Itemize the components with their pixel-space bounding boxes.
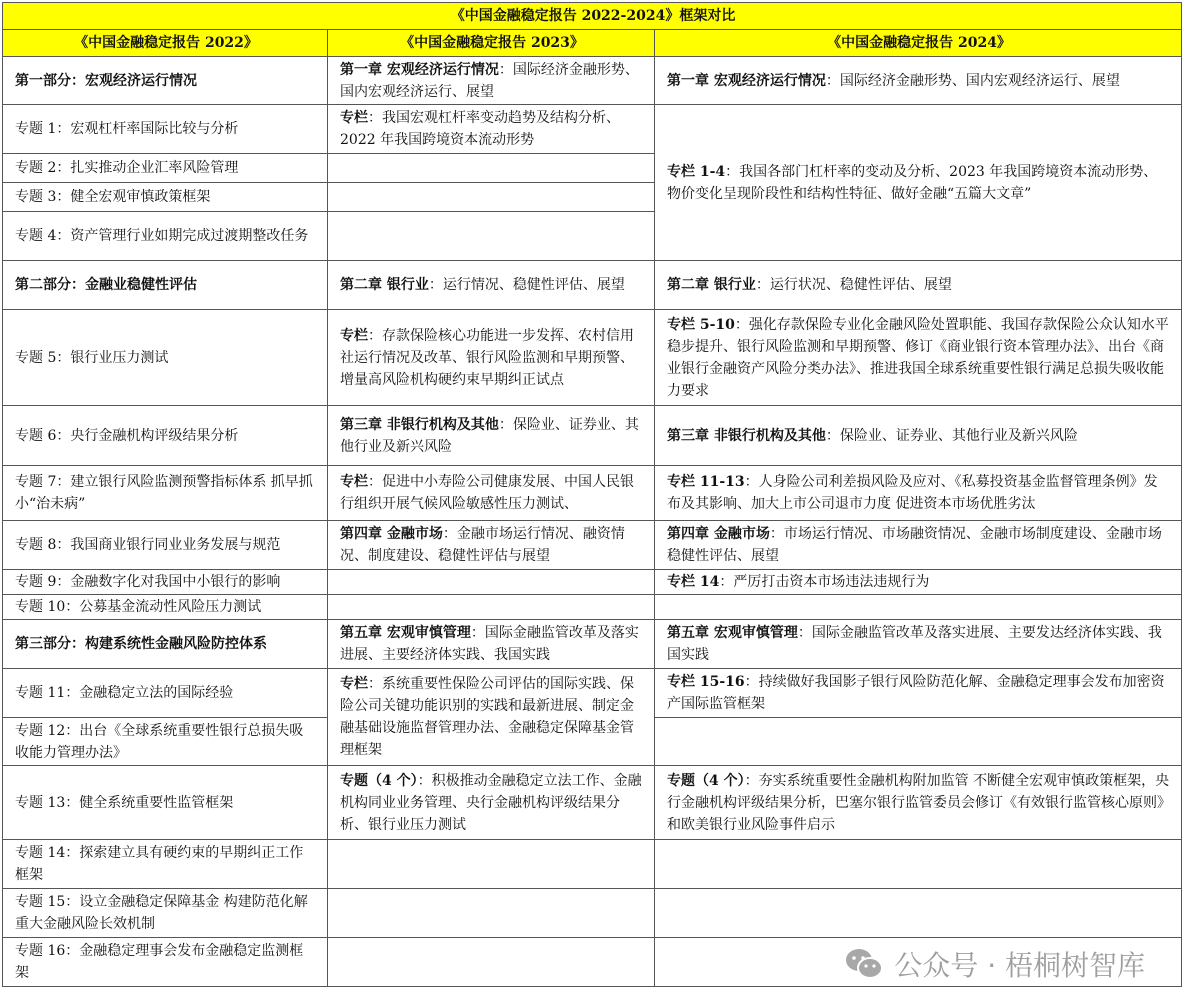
empty-cell [655, 718, 1182, 766]
chapter-cell: 第一章 宏观经济运行情况：国际经济金融形势、国内宏观经济运行、展望 [655, 57, 1182, 105]
empty-cell [328, 212, 655, 261]
empty-cell [328, 570, 655, 595]
chapter-cell: 第一章 宏观经济运行情况：国际经济金融形势、国内宏观经济运行、展望 [328, 57, 655, 105]
topic-cell: 专题 16：金融稳定理事会发布金融稳定监测框架 [3, 938, 328, 987]
part-heading: 第一部分：宏观经济运行情况 [3, 57, 328, 105]
chapter-cell: 第二章 银行业：运行情况、稳健性评估、展望 [328, 261, 655, 310]
topic-cell: 专题 10：公募基金流动性风险压力测试 [3, 595, 328, 620]
topic-cell: 专题 5：银行业压力测试 [3, 310, 328, 406]
empty-cell [328, 595, 655, 620]
topic-cell: 专题 11：金融稳定立法的国际经验 [3, 669, 328, 718]
column-cell: 专题（4 个）：积极推动金融稳定立法工作、金融机构同业业务管理、央行金融机构评级结果分析、银行业压力测试 [328, 766, 655, 840]
table-title: 《中国金融稳定报告 2022-2024》框架对比 [3, 3, 1182, 30]
empty-cell [328, 840, 655, 889]
topic-cell: 专题 9：金融数字化对我国中小银行的影响 [3, 570, 328, 595]
column-cell: 专栏 11-13：人身险公司利差损风险及应对、《私募投资基金监督管理条例》发布及其影响、加大上市公司退市力度 促进资本市场优胜劣汰 [655, 466, 1182, 521]
topic-cell: 专题 15：设立金融稳定保障基金 构建防范化解重大金融风险长效机制 [3, 889, 328, 938]
chapter-cell: 第五章 宏观审慎管理：国际金融监管改革及落实进展、主要发达经济体实践、我国实践 [655, 620, 1182, 669]
column-cell: 专栏：我国宏观杠杆率变动趋势及结构分析、2022 年我国跨境资本流动形势 [328, 105, 655, 154]
watermark [844, 944, 1145, 984]
topic-cell: 专题 4：资产管理行业如期完成过渡期整改任务 [3, 212, 328, 261]
column-cell: 专栏 14：严厉打击资本市场违法违规行为 [655, 570, 1182, 595]
chapter-cell: 第二章 银行业：运行状况、稳健性评估、展望 [655, 261, 1182, 310]
empty-cell [655, 595, 1182, 620]
empty-cell [328, 183, 655, 212]
topic-cell: 专题 1：宏观杠杆率国际比较与分析 [3, 105, 328, 154]
chapter-cell: 第四章 金融市场：金融市场运行情况、融资情况、制度建设、稳健性评估与展望 [328, 521, 655, 570]
watermark-text: 公众号 · 梧桐树智库 [894, 949, 1145, 982]
chapter-cell: 第三章 非银行机构及其他：保险业、证券业、其他行业及新兴风险 [328, 406, 655, 466]
empty-cell [328, 889, 655, 938]
topic-cell: 专题 2：扎实推动企业汇率风险管理 [3, 154, 328, 183]
topic-cell: 专题 7：建立银行风险监测预警指标体系 抓早抓小“治未病” [3, 466, 328, 521]
header-2022: 《中国金融稳定报告 2022》 [3, 30, 328, 57]
part-heading: 第三部分：构建系统性金融风险防控体系 [3, 620, 328, 669]
chapter-cell: 第四章 金融市场：市场运行情况、市场融资情况、金融市场制度建设、金融市场稳健性评估、展望 [655, 521, 1182, 570]
topic-cell: 专题 3：健全宏观审慎政策框架 [3, 183, 328, 212]
topic-cell: 专题 12：出台《全球系统重要性银行总损失吸收能力管理办法》 [3, 718, 328, 766]
column-cell: 专栏：促进中小寿险公司健康发展、中国人民银行组织开展气候风险敏感性压力测试、 [328, 466, 655, 521]
topic-cell: 专题 6：央行金融机构评级结果分析 [3, 406, 328, 466]
topic-cell: 专题 8：我国商业银行同业业务发展与规范 [3, 521, 328, 570]
chapter-cell: 第五章 宏观审慎管理：国际金融监管改革及落实进展、主要经济体实践、我国实践 [328, 620, 655, 669]
column-cell: 专栏 15-16：持续做好我国影子银行风险防范化解、金融稳定理事会发布加密资产国际监管框架 [655, 669, 1182, 718]
column-cell: 专栏 1-4：我国各部门杠杆率的变动及分析、2023 年我国跨境资本流动形势、物价变化呈现阶段性和结构性特征、做好金融“五篇大文章” [655, 105, 1182, 261]
header-2024: 《中国金融稳定报告 2024》 [655, 30, 1182, 57]
empty-cell [655, 840, 1182, 889]
topic-cell: 专题 14：探索建立具有硬约束的早期纠正工作框架 [3, 840, 328, 889]
column-cell: 专栏：存款保险核心功能进一步发挥、农村信用社运行情况及改革、银行风险监测和早期预警、增量高风险机构硬约束早期纠正试点 [328, 310, 655, 406]
header-2023: 《中国金融稳定报告 2023》 [328, 30, 655, 57]
topic-cell: 专题 13：健全系统重要性监管框架 [3, 766, 328, 840]
empty-cell [328, 938, 655, 987]
column-cell: 专题（4 个）：夯实系统重要性金融机构附加监管 不断健全宏观审慎政策框架，央行金融机构评级结果分析，巴塞尔银行监管委员会修订《有效银行监管核心原则》和欧美银行业风险事件启示 [655, 766, 1182, 840]
empty-cell [328, 154, 655, 183]
column-cell: 专栏 5-10：强化存款保险专业化金融风险处置职能、我国存款保险公众认知水平稳步提升、银行风险监测和早期预警、修订《商业银行资本管理办法》、出台《商业银行金融资产风险分类办法》、推进我国全球系统重要性银行满足总损失吸收能力要求 [655, 310, 1182, 406]
chapter-cell: 第三章 非银行机构及其他：保险业、证券业、其他行业及新兴风险 [655, 406, 1182, 466]
empty-cell [655, 889, 1182, 938]
column-cell: 专栏：系统重要性保险公司评估的国际实践、保险公司关键功能识别的实践和最新进展、制定金融基础设施监督管理办法、金融稳定保障基金管理框架 [328, 669, 655, 766]
part-heading: 第二部分：金融业稳健性评估 [3, 261, 328, 310]
comparison-table [2, 2, 1182, 987]
wechat-icon [844, 947, 884, 981]
